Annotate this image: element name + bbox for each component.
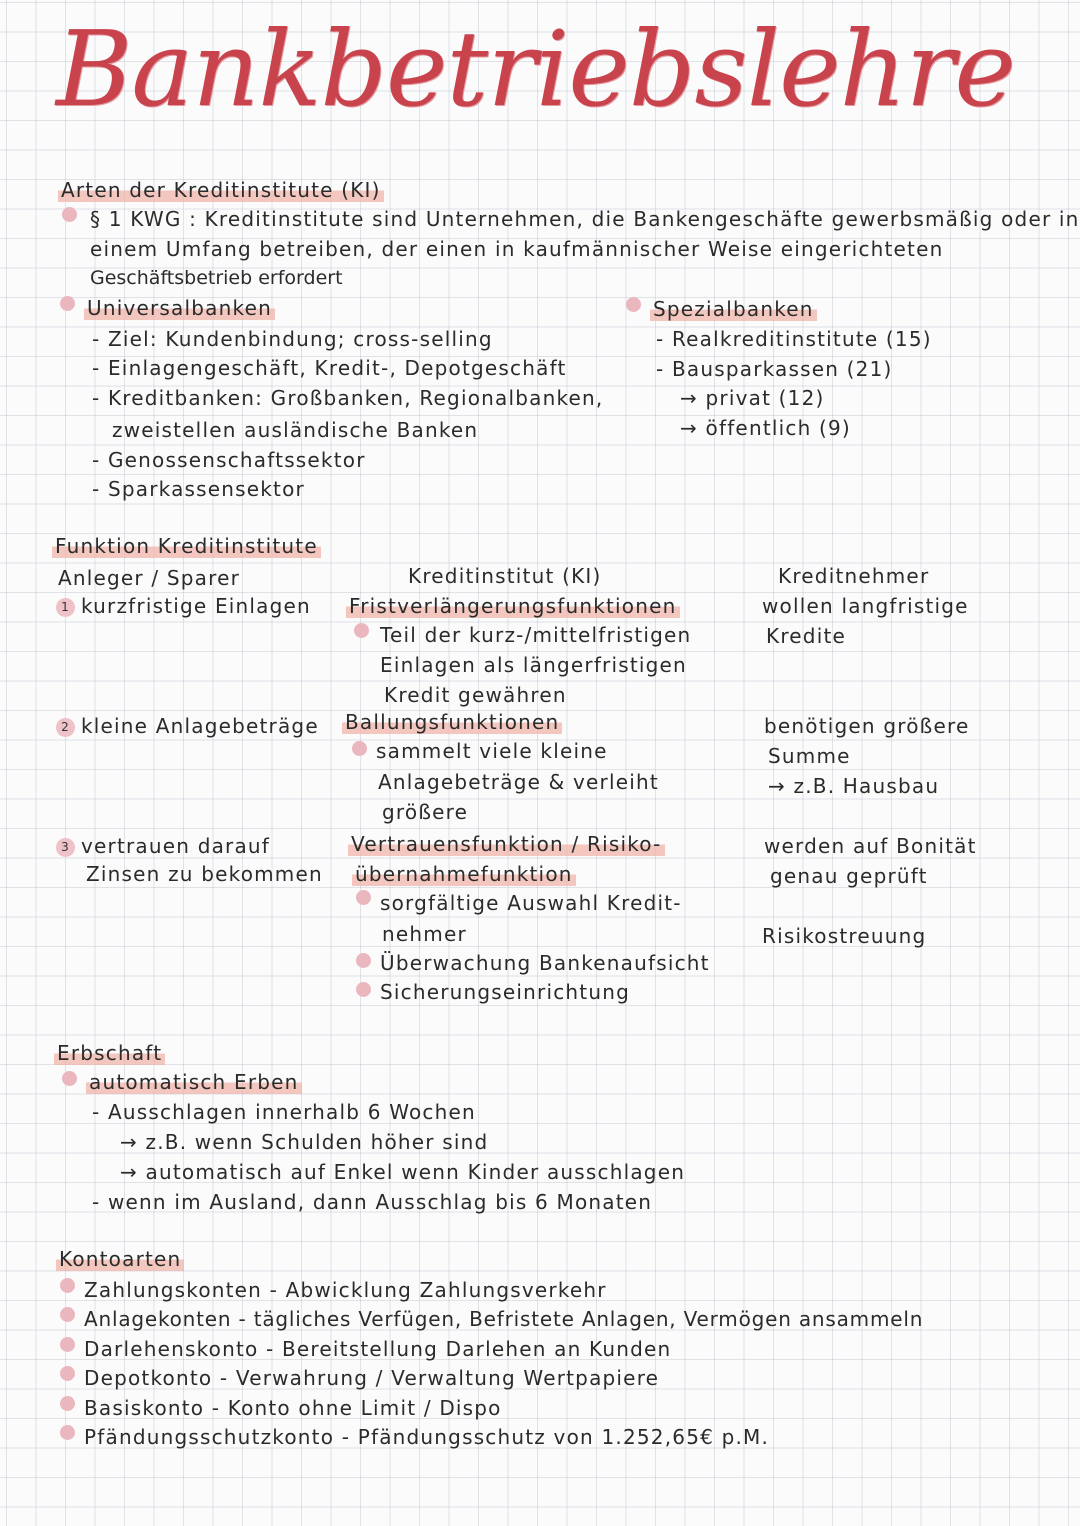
bullet-dot: [60, 1278, 75, 1293]
function-title: Fristverlängerungsfunktionen: [346, 594, 680, 618]
konto-item: Pfändungsschutzkonto - Pfändungsschutz von 1.252,65€ p.M.: [84, 1425, 770, 1449]
anleger-line: kleine Anlagebeträge: [81, 714, 319, 738]
erbschaft-line: - Ausschlagen innerhalb 6 Wochen: [92, 1100, 476, 1124]
bullet-dot: [356, 890, 371, 905]
column-header-kreditnehmer: Kreditnehmer: [778, 564, 930, 588]
konto-item: Zahlungskonten - Abwicklung Zahlungsverkehr: [84, 1278, 607, 1302]
section-heading-funktion: Funktion Kreditinstitute: [52, 534, 321, 558]
universal-item: - Kreditbanken: Großbanken, Regionalbanken,: [92, 386, 604, 410]
function-point: sammelt viele kleine: [376, 739, 608, 763]
universal-item: - Sparkassensektor: [92, 477, 305, 501]
definition-line: § 1 KWG : Kreditinstitute sind Unternehmen, die Bankengeschäfte gewerbsmäßig oder in: [90, 207, 1080, 231]
anleger-cell: [56, 714, 319, 738]
bullet-dot: [356, 953, 371, 968]
function-point: Sicherungseinrichtung: [380, 980, 630, 1004]
page-title: Bankbetriebslehre: [56, 8, 1015, 130]
function-point: Teil der kurz-/mittelfristigen: [380, 623, 692, 647]
bullet-dot: [60, 1307, 75, 1322]
universal-item: - Ziel: Kundenbindung; cross-selling: [92, 327, 493, 351]
konto-item: Depotkonto - Verwahrung / Verwaltung Wertpapiere: [84, 1366, 660, 1390]
nehmer-line: Summe: [768, 744, 851, 768]
bullet-dot: [60, 1425, 75, 1440]
universalbanken-heading: Universalbanken: [84, 296, 275, 320]
function-point: nehmer: [382, 922, 467, 946]
spezial-item: → privat (12): [680, 386, 825, 410]
konto-item: Darlehenskonto - Bereitstellung Darlehen an Kunden: [84, 1337, 672, 1361]
spezialbanken-heading: Spezialbanken: [650, 297, 817, 321]
function-title: Vertrauensfunktion / Risiko-: [348, 832, 665, 856]
function-point: größere: [382, 800, 469, 824]
nehmer-line: → z.B. Hausbau: [768, 774, 940, 798]
function-title: Ballungsfunktionen: [342, 710, 562, 734]
definition-line: Geschäftsbetrieb erfordert: [90, 267, 343, 289]
row-number: 3: [56, 838, 75, 857]
column-header-anleger: Anleger / Sparer: [58, 566, 241, 590]
anleger-cell: [56, 834, 270, 858]
universal-item: - Einlagengeschäft, Kredit-, Depotgeschäft: [92, 356, 567, 380]
function-point: sorgfältige Auswahl Kredit-: [380, 891, 682, 915]
anleger-line: Zinsen zu bekommen: [86, 862, 323, 886]
function-point: Überwachung Bankenaufsicht: [380, 951, 710, 975]
spezial-item: - Realkreditinstitute (15): [656, 327, 932, 351]
bullet-dot: [60, 1396, 75, 1411]
universal-item: - Genossenschaftssektor: [92, 448, 366, 472]
erbschaft-line: → automatisch auf Enkel wenn Kinder ausschlagen: [120, 1160, 686, 1184]
function-point: Anlagebeträge & verleiht: [378, 770, 659, 794]
spezial-item: - Bausparkassen (21): [656, 357, 893, 381]
nehmer-line: Risikostreuung: [762, 924, 927, 948]
konto-item: Anlagekonten - tägliches Verfügen, Befristete Anlagen, Vermögen ansammeln: [84, 1307, 924, 1331]
spezial-item: → öffentlich (9): [680, 416, 851, 440]
erbschaft-line: - wenn im Ausland, dann Ausschlag bis 6 Monaten: [92, 1190, 653, 1214]
row-number: 2: [56, 718, 75, 737]
anleger-cell: [56, 594, 311, 618]
column-header-kreditinstitut: Kreditinstitut (KI): [408, 564, 602, 588]
anleger-line: kurzfristige Einlagen: [81, 594, 311, 618]
erbschaft-sub: automatisch Erben: [86, 1070, 302, 1094]
nehmer-line: werden auf Bonität: [764, 834, 977, 858]
function-title-continued: übernahmefunktion: [352, 862, 576, 886]
bullet-dot: [354, 623, 369, 638]
nehmer-line: genau geprüft: [770, 864, 928, 888]
bullet-dot: [60, 1366, 75, 1381]
row-number: 1: [56, 598, 75, 617]
universal-item: zweistellen ausländische Banken: [112, 418, 479, 442]
bullet-dot: [60, 1337, 75, 1352]
function-point: Kredit gewähren: [384, 683, 567, 707]
bullet-dot: [62, 207, 77, 222]
konto-item: Basiskonto - Konto ohne Limit / Dispo: [84, 1396, 502, 1420]
bullet-dot: [352, 741, 367, 756]
definition-line: einem Umfang betreiben, der einen in kaufmännischer Weise eingerichteten: [90, 237, 944, 261]
bullet-dot: [60, 296, 75, 311]
section-heading-erbschaft: Erbschaft: [54, 1041, 165, 1065]
section-heading-arten: Arten der Kreditinstitute (KI): [58, 178, 384, 202]
function-point: Einlagen als längerfristigen: [380, 653, 687, 677]
nehmer-line: wollen langfristige: [762, 594, 969, 618]
bullet-dot: [356, 982, 371, 997]
bullet-dot: [626, 297, 641, 312]
bullet-dot: [62, 1071, 77, 1086]
erbschaft-line: → z.B. wenn Schulden höher sind: [120, 1130, 489, 1154]
nehmer-line: benötigen größere: [764, 714, 970, 738]
anleger-line: vertrauen darauf: [81, 834, 271, 858]
nehmer-line: Kredite: [766, 624, 847, 648]
section-heading-kontoarten: Kontoarten: [56, 1247, 184, 1271]
